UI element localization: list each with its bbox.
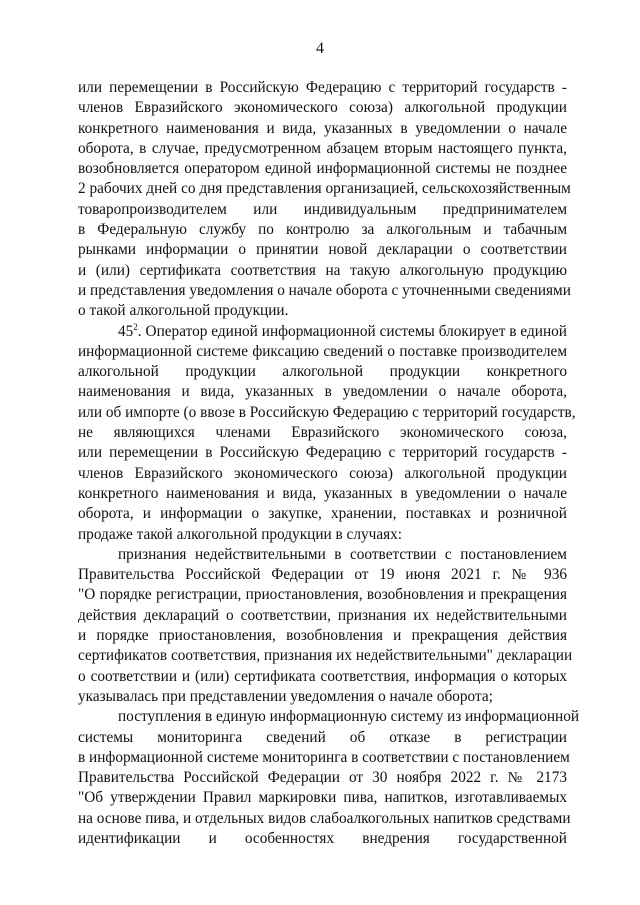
text-line <box>78 626 567 646</box>
text-line <box>78 322 567 342</box>
text-line-content: в Федеральную службу по контролю за алкогольным и табачным <box>78 221 567 239</box>
text-line <box>78 707 580 727</box>
text-line <box>78 423 567 443</box>
text-line <box>78 788 567 808</box>
text-line-content: оборота, и информации о закупке, хранении, поставках и розничной <box>78 505 567 523</box>
text-line <box>78 464 567 484</box>
text-line-content: продаже такой алкогольной продукции в случаях: <box>78 525 403 543</box>
text-line <box>78 382 567 402</box>
text-line <box>78 98 567 118</box>
text-line <box>78 261 567 281</box>
text-line <box>78 220 567 240</box>
text-line-content: членов Евразийского экономического союза) алкогольной продукции <box>78 99 567 117</box>
text-line-content: признания недействительными в соответствии с постановлением <box>118 545 567 563</box>
text-line <box>78 565 567 585</box>
text-line <box>78 585 567 605</box>
text-line <box>78 687 567 707</box>
text-line-content: наименования и вида, указанных в уведомлении о начале оборота, <box>78 383 567 401</box>
text-line-content: членов Евразийского экономического союза) алкогольной продукции <box>78 464 567 482</box>
text-line <box>78 504 567 524</box>
text-line-content: не являющихся членами Евразийского экономического союза, <box>78 424 567 442</box>
page-number: 4 <box>316 40 324 57</box>
text-line <box>78 281 571 301</box>
text-line-content: и порядке приостановления, возобновления и прекращения действия <box>78 627 567 645</box>
text-line-content: рынками информации о принятии новой декларации о соответствии <box>78 241 567 259</box>
text-line-content: Правительства Российской Федерации от 19 июня 2021 г. № 936 <box>78 566 567 584</box>
text-line-content: на основе пива, и отдельных видов слабоалкогольных напитков средствами <box>78 809 571 827</box>
text-line <box>78 240 567 260</box>
text-line <box>78 728 567 748</box>
text-line-content: 45 <box>118 322 134 340</box>
text-line <box>78 342 567 362</box>
text-line <box>78 525 567 545</box>
text-line <box>78 606 567 626</box>
text-line-content: идентификации и особенностях внедрения государственной <box>78 829 567 847</box>
text-line-content: поступления в единую информационную систему из информационной <box>118 708 580 726</box>
text-line <box>78 809 571 829</box>
text-line-content: и (или) сертификата соответствия на такую алкогольную продукцию <box>78 261 567 279</box>
text-line-content: о соответствии и (или) сертификата соответствия, информация о которых <box>78 667 567 685</box>
text-line-content: или перемещении в Российскую Федерацию с территорий государств - <box>78 79 567 96</box>
text-line-content: или перемещении в Российскую Федерацию с территорий государств - <box>78 444 567 462</box>
text-line-content: конкретного наименования и вида, указанных в уведомлении о начале <box>78 484 567 502</box>
text-line-content: конкретного наименования и вида, указанных в уведомлении о начале <box>78 119 567 137</box>
text-line <box>78 403 576 423</box>
text-line <box>78 484 567 504</box>
text-line-content: или об импорте (о ввозе в Российскую Федерацию с территорий государств, <box>78 403 576 421</box>
text-line-content: указывалась при представлении уведомления о начале оборота; <box>78 687 493 705</box>
superscript: 2 <box>133 321 138 332</box>
text-line <box>78 667 567 687</box>
text-line <box>78 179 571 199</box>
text-line <box>78 119 567 139</box>
text-line <box>78 768 567 788</box>
text-line <box>78 362 567 382</box>
text-line <box>78 139 567 159</box>
text-line-content: товаропроизводителем или индивидуальным предпринимателем <box>78 200 567 218</box>
text-line-content: 2 рабочих дней со дня представления организацией, сельскохозяйственным <box>78 180 571 198</box>
text-line-content: о такой алкогольной продукции. <box>78 302 289 320</box>
text-line-content: алкогольной продукции алкогольной продукции конкретного <box>78 363 567 381</box>
text-line-content: действия деклараций о соответствии, признания их недействительными <box>78 606 567 624</box>
text-line <box>78 748 570 768</box>
text-line-content: оборота, в случае, предусмотренном абзацем вторым настоящего пункта, <box>78 139 567 157</box>
text-line <box>78 200 567 220</box>
text-line-content: "О порядке регистрации, приостановления, возобновления и прекращения <box>78 586 567 604</box>
text-line-content: сертификатов соответствия, признания их недействительными" декларации <box>78 647 573 665</box>
text-line <box>78 646 573 666</box>
text-line-content: в информационной системе мониторинга в соответствии с постановлением <box>78 748 570 766</box>
document-body <box>78 78 580 849</box>
text-line-content: информационной системе фиксацию сведений о поставке производителем <box>78 342 567 360</box>
text-line-content: системы мониторинга сведений об отказе в регистрации <box>78 728 567 746</box>
text-line <box>78 829 567 849</box>
text-line <box>78 301 567 321</box>
text-line-continuation: . Оператор единой информационной системы блокирует в единой <box>137 322 567 340</box>
text-line-content: Правительства Российской Федерации от 30 ноября 2022 г. № 2173 <box>78 769 567 787</box>
text-line-content: и представления уведомления о начале оборота с уточненными сведениями <box>78 281 571 299</box>
text-line <box>78 159 567 179</box>
text-line <box>78 545 567 565</box>
text-line <box>78 78 567 98</box>
text-line <box>78 443 567 463</box>
text-line-content: "Об утверждении Правил маркировки пива, напитков, изготавливаемых <box>78 789 567 807</box>
text-line-content: возобновляется оператором единой информационной системы не позднее <box>78 160 567 178</box>
